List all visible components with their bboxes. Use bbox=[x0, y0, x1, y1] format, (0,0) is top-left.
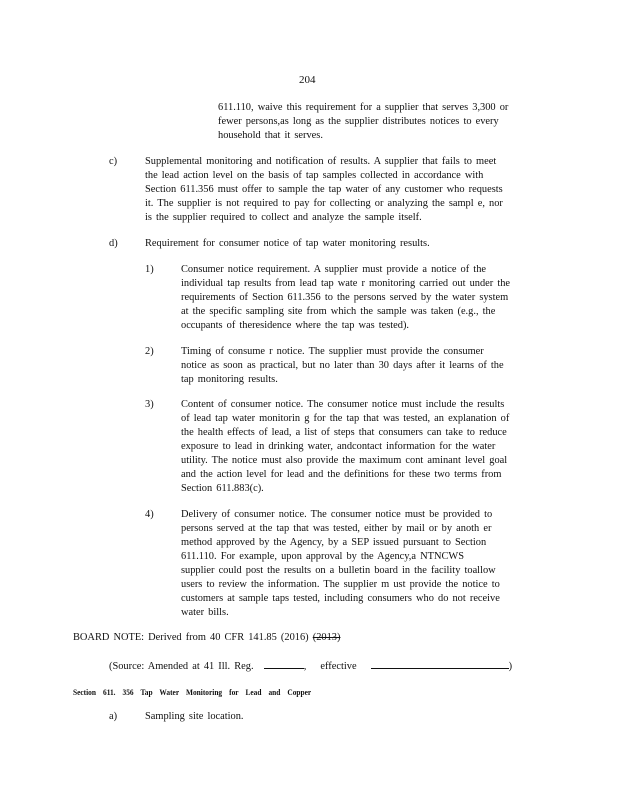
board-note-struck-year: (2013) bbox=[312, 632, 341, 643]
text-line: method approved by the Agency, by a SEP issued pursuant to Section bbox=[181, 537, 487, 548]
sub-item-label: 4) bbox=[145, 509, 154, 520]
text-line: is the supplier required to collect and analyze the sample itself. bbox=[145, 212, 422, 223]
item-label: c) bbox=[109, 156, 118, 167]
text-line: Content of consumer notice. The consumer notice must include the results bbox=[181, 399, 505, 410]
text-line: household that it serves. bbox=[218, 130, 323, 141]
item-label: a) bbox=[109, 711, 118, 722]
text-line: of lead tap water monitorin g for the tap that was tested, an explanation of bbox=[181, 413, 510, 424]
text-line: persons served at the tap that was tested, either by mail or by anoth er bbox=[181, 523, 492, 534]
source-line: (Source: Amended at 41 Ill. Reg. , effective ) bbox=[109, 658, 512, 674]
text-line: occupants of theresidence where the tap was tested). bbox=[181, 320, 410, 331]
sub-item-label: 2) bbox=[145, 346, 154, 357]
text-line: exposure to lead in drinking water, andcontact information for the water bbox=[181, 441, 496, 452]
text-line: it. The supplier is not required to pay for collecting or analyzing the sampl e, nor bbox=[145, 198, 503, 209]
source-effective: effective bbox=[320, 661, 357, 672]
item-heading: Requirement for consumer notice of tap water monitoring results. bbox=[145, 238, 430, 249]
text-line: users to review the information. The supplier m ust provide the notice to bbox=[181, 579, 500, 590]
text-line: Sampling site location. bbox=[145, 711, 244, 722]
source-text: (Source: Amended at 41 Ill. Reg. bbox=[109, 661, 254, 672]
text-line: tap monitoring results. bbox=[181, 374, 278, 385]
text-line: individual tap results from lead tap wate r monitoring carried out under the bbox=[181, 278, 511, 289]
effective-date-blank bbox=[371, 658, 509, 669]
text-line: customers at sample taps tested, including consumers who do not receive bbox=[181, 593, 500, 604]
text-line: and the action level for lead and the definitions for these two terms from bbox=[181, 469, 502, 480]
text-line: Section 611.883(c). bbox=[181, 483, 264, 494]
text-line: 611.110, waive this requirement for a supplier that serves 3,300 or bbox=[218, 102, 509, 113]
board-note bbox=[73, 631, 340, 645]
sub-item-label: 3) bbox=[145, 399, 154, 410]
reg-blank bbox=[264, 658, 304, 669]
text-line: utility. The notice must also provide the maximum cont aminant level goal bbox=[181, 455, 508, 466]
source-close: ) bbox=[508, 661, 513, 672]
text-line: the lead action level on the basis of tap samples collected in accordance with bbox=[145, 170, 484, 181]
text-line: Section 611.356 must offer to sample the tap water of any customer who requests bbox=[145, 184, 503, 195]
text-line: fewer persons,as long as the supplier distributes notices to every bbox=[218, 116, 499, 127]
text-line: 611.110. For example, upon approval by the Agency,a NTNCWS bbox=[181, 551, 464, 562]
text-line: Supplemental monitoring and notification of results. A supplier that fails to meet bbox=[145, 156, 497, 167]
item-label: d) bbox=[109, 238, 118, 249]
text-line: the health effects of lead, a list of steps that consumers can take to reduce bbox=[181, 427, 507, 438]
text-line: Delivery of consumer notice. The consumer notice must be provided to bbox=[181, 509, 493, 520]
section-heading: Section 611. 356 Tap Water Monitoring for Lead and Copper bbox=[73, 687, 312, 697]
text-line: Consumer notice requirement. A supplier must provide a notice of the bbox=[181, 264, 487, 275]
text-line: requirements of Section 611.356 to the persons served by the water system bbox=[181, 292, 509, 303]
sub-item-label: 1) bbox=[145, 264, 154, 275]
board-note-text: BOARD NOTE: Derived from 40 CFR 141.85 (2016) bbox=[73, 632, 309, 643]
text-line: supplier could post the results on a bulletin board in the facility toallow bbox=[181, 565, 496, 576]
text-line: Timing of consume r notice. The supplier must provide the consumer bbox=[181, 346, 484, 357]
text-line: at the specific sampling site from which the sample was taken (e.g., the bbox=[181, 306, 496, 317]
page-number: 204 bbox=[299, 74, 316, 86]
text-line: notice as soon as practical, but no later than 30 days after it learns of the bbox=[181, 360, 504, 371]
text-line: water bills. bbox=[181, 607, 229, 618]
